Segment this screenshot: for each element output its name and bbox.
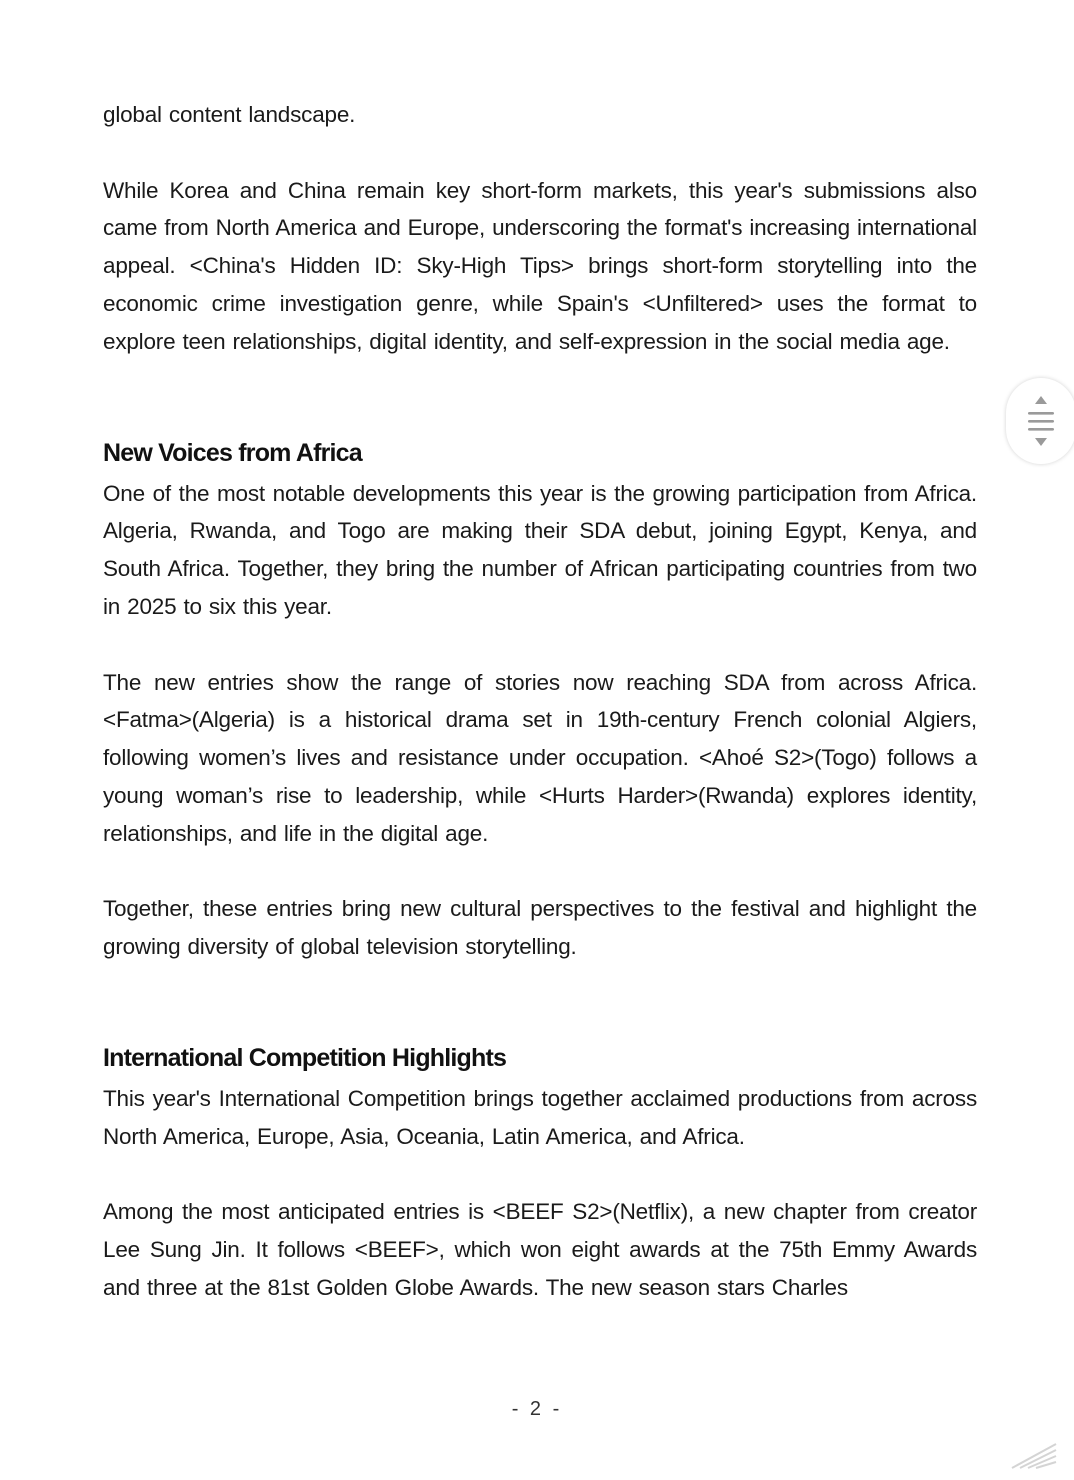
page-number: - 2 - [511,1398,563,1420]
section-new-voices-from-africa [103,433,977,966]
section-heading: New Voices from Africa [103,438,362,467]
drag-lines-icon[interactable] [1028,412,1054,431]
paragraph: One of the most notable developments this year is the growing participation from Africa. Algeria, Rwanda, and Togo are making their SDA debut, joining Egypt, Kenya, and South Africa. Together, they bring the number of African participating countries from two in 2025 to six this year. [103,480,977,619]
paragraph: Together, these entries bring new cultural perspectives to the festival and highlight the growing diversity of global television storytelling. [103,896,977,960]
paragraph: While Korea and China remain key short-form markets, this year's submissions also came from North America and Europe, underscoring the format's increasing international appeal. <China's Hidden ID: Sky-High Tips> brings short-form storytelling into the economic crime investigation genre, while Spain's <Unfiltered> uses the format to explore teen relationships, digital identity, and self-expression in the social media age. [103,177,977,354]
scroll-navigator[interactable] [1006,378,1074,464]
document-body [103,96,977,1307]
paragraph: The new entries show the range of stories now reaching SDA from across Africa. <Fatma>(Algeria) is a historical drama set in 19th-century French colonial Algiers, following women’s lives and resistance under occupation. <Ahoé S2>(Togo) follows a young woman’s rise to leadership, while <Hurts Harder>(Rwanda) explores identity, relationships, and life in the digital age. [103,669,977,846]
paragraph: global content landscape. [103,102,356,127]
section-heading: International Competition Highlights [103,1043,507,1072]
section-international-competition [103,1038,977,1307]
page-curl-icon [1008,1440,1060,1470]
triangle-up-icon[interactable] [1035,396,1047,404]
paragraph: Among the most anticipated entries is <BEEF S2>(Netflix), a new chapter from creator Lee Sung Jin. It follows <BEEF>, which won eight awards at the 75th Emmy Awards and three at the 81st Golden Globe Awards. The new season stars Charles [103,1199,977,1300]
paragraph: This year's International Competition brings together acclaimed productions from across North America, Europe, Asia, Oceania, Latin America, and Africa. [103,1085,977,1149]
triangle-down-icon[interactable] [1035,438,1047,446]
